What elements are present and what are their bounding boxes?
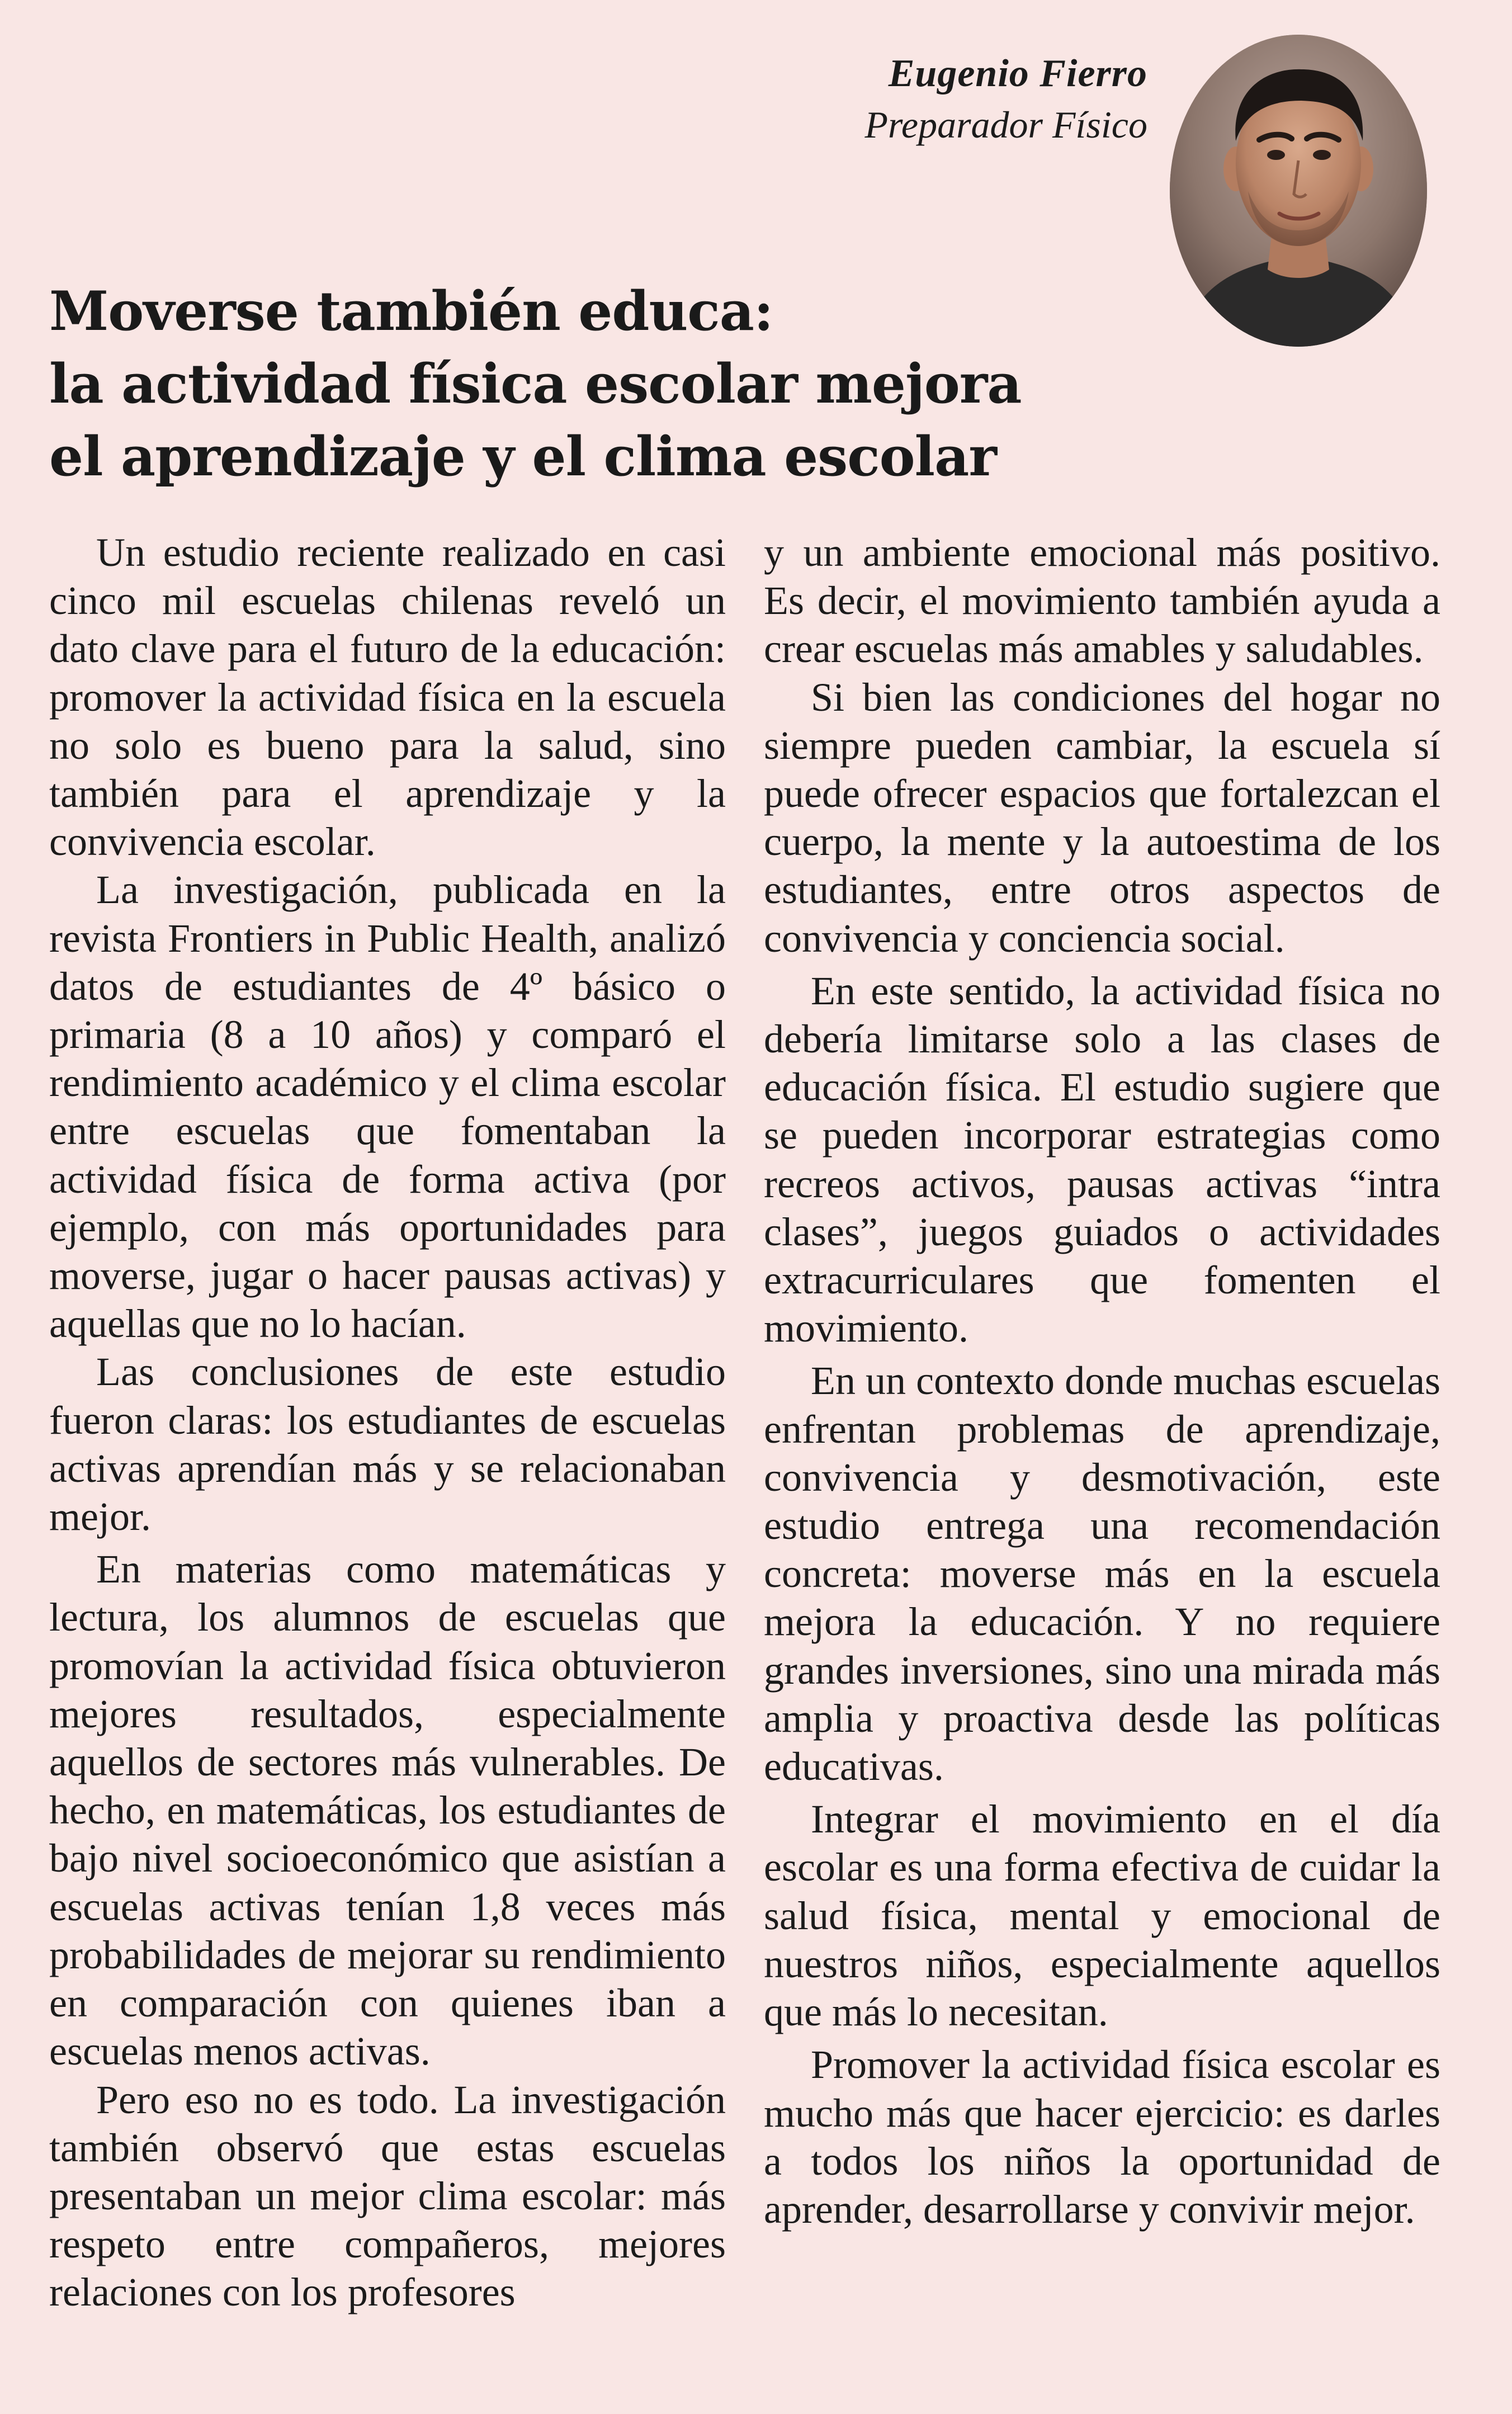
paragraph: Si bien las condiciones del hogar no siempre pueden cambiar, la escuela sí puede ofrecer espacios que fortalezcan el cuerpo, la mente y la autoestima de los estudiantes, entre otros aspectos de convivencia y conciencia social.	[764, 674, 1440, 961]
author-role: Preparador Físico	[864, 103, 1147, 146]
paragraph: Promover la actividad física escolar es mucho más que hacer ejercicio: es darles a todos los niños la oportunidad de aprender, desarrollarse y convivir mejor.	[764, 2042, 1440, 2232]
paragraph: Un estudio reciente realizado en casi cinco mil escuelas chilenas reveló un dato clave para el futuro de la educación: promover la actividad física en la escuela no solo es bueno para la salud, sino también para el aprendizaje y la convivencia escolar.	[49, 530, 726, 864]
paragraph: En este sentido, la actividad física no debería limitarse solo a las clases de educación física. El estudio sugiere que se pueden incorporar estrategias como recreos activos, pausas activas “intra clases”, juegos guiados o actividades extracurriculares que fomenten el movimiento.	[764, 968, 1440, 1351]
paragraph: La investigación, publicada en la revista Frontiers in Public Health, analizó datos de estudiantes de 4º básico o primaria (8 a 10 años) y comparó el rendimiento académico y el clima escolar entre escuelas que fomentaban la actividad física de forma activa (por ejemplo, con más oportunidades para moverse, jugar o hacer pausas activas) y aquellas que no lo hacían.	[49, 867, 726, 1347]
author-byline	[864, 48, 1147, 150]
paragraph: En materias como matemáticas y lectura, los alumnos de escuelas que promovían la actividad física obtuvieron mejores resultados, especialmente aquellos de sectores más vulnerables. De hecho, en matemáticas, los estudiantes de bajo nivel socioeconómico que asistían a escuelas activas tenían 1,8 veces más probabilidades de mejorar su rendimiento en comparación con quienes iban a escuelas menos activas.	[49, 1547, 726, 2074]
title-line-3: el aprendizaje y el clima escolar	[49, 425, 996, 488]
paragraph: Pero eso no es todo. La investigación también observó que estas escuelas presentaban un mejor clima escolar: más respeto entre compañeros, mejores relaciones con los profesores	[49, 2077, 726, 2315]
paragraph: En un contexto donde muchas escuelas enfrentan problemas de aprendizaje, convivencia y desmotivación, este estudio entrega una recomendación concreta: moverse más en la escuela mejora la educación. Y no requiere grandes inversiones, sino una mirada más amplia y proactiva desde las políticas educativas.	[764, 1358, 1440, 1789]
author-portrait-icon	[1170, 35, 1427, 347]
author-portrait	[1170, 35, 1427, 347]
article-title	[49, 275, 1112, 493]
right-column	[764, 528, 1440, 2233]
paragraph: Las conclusiones de este estudio fueron claras: los estudiantes de escuelas activas aprendían más y se relacionaban mejor.	[49, 1349, 726, 1539]
title-line-2: la actividad física escolar mejora	[49, 352, 1022, 415]
paragraph: y un ambiente emocional más positivo. Es decir, el movimiento también ayuda a crear escuelas más amables y saludables.	[764, 530, 1440, 672]
author-name: Eugenio Fierro	[888, 52, 1147, 95]
paragraph: Integrar el movimiento en el día escolar es una forma efectiva de cuidar la salud física, mental y emocional de nuestros niños, especialmente aquellos que más lo necesitan.	[764, 1797, 1440, 2035]
title-line-1: Moverse también educa:	[49, 280, 773, 343]
left-column	[49, 528, 726, 2317]
